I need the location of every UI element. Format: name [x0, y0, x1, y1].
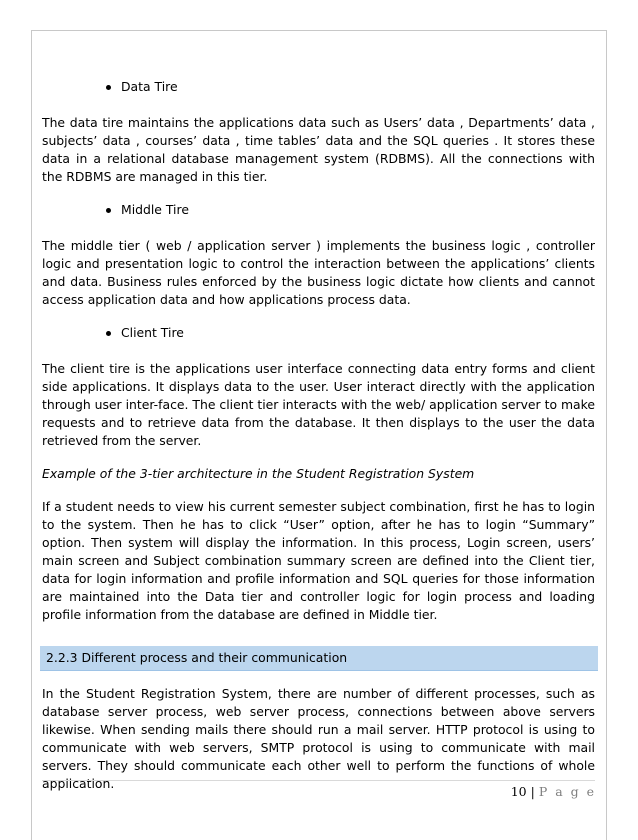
- bullet-dot-icon: [106, 208, 111, 213]
- bullet-client-tier: [42, 324, 595, 342]
- example-heading: Example of the 3-tier architecture in the Student Registration System: [42, 466, 475, 481]
- bullet-dot-icon: [106, 85, 111, 90]
- paragraph-client-tier: The client tire is the applications user interface connecting data entry forms and client side applications. It displays data to the user. User interact directly with the application through user inter-face. The client tier interacts with the web/ application server to make requests and to retrieve data from the database. It then displays to the user the data retrieved from the server.: [42, 361, 595, 448]
- section-heading: 2.2.3 Different process and their communication: [40, 646, 598, 671]
- bullet-dot-icon: [106, 331, 111, 336]
- page-number: 10: [510, 784, 527, 799]
- bullet-data-tier: [42, 78, 595, 96]
- footer-separator: |: [526, 784, 539, 799]
- bullet-label: Data Tire: [121, 79, 178, 94]
- paragraph-example: If a student needs to view his current semester subject combination, first he has to login to the system. Then he has to click “User” option, after he has to login “Summary” option. Then system will display the information. In this process, Login screen, users’ main screen and Subject combination summary screen are defined into the Client tier, data for login information and profile information and SQL queries for those information are maintained into the Data tier and controller logic for login process and loading profile information from the database are defined in Middle tier.: [42, 499, 595, 622]
- document-body: [42, 78, 595, 808]
- footer-divider: [42, 780, 595, 781]
- bullet-label: Client Tire: [121, 325, 184, 340]
- paragraph-middle-tier: The middle tier ( web / application server ) implements the business logic , controller logic and presentation logic to control the interaction between the applications’ clients and data. Business rules enforced by the business logic dictate how clients and cannot access application data and how applications process data.: [42, 238, 595, 307]
- bullet-label: Middle Tire: [121, 202, 189, 217]
- bullet-middle-tier: [42, 201, 595, 219]
- paragraph-data-tier: The data tire maintains the applications data such as Users’ data , Departments’ data , subjects’ data , courses’ data , time tables’ data and the SQL queries . It stores these data in a relational database management system (RDBMS). All the connections with the RDBMS are managed in this tier.: [42, 115, 595, 184]
- page-footer: [511, 784, 596, 799]
- paragraph-processes: In the Student Registration System, there are number of different processes, such as database server process, web server process, connections between above servers likewise. When sending mails there should run a mail server. HTTP protocol is using to communicate with web servers, SMTP protocol is using to communicate with mail servers. They should communicate each other well to perform the functions of whole application.: [42, 686, 595, 791]
- page-label: P a g e: [538, 784, 596, 799]
